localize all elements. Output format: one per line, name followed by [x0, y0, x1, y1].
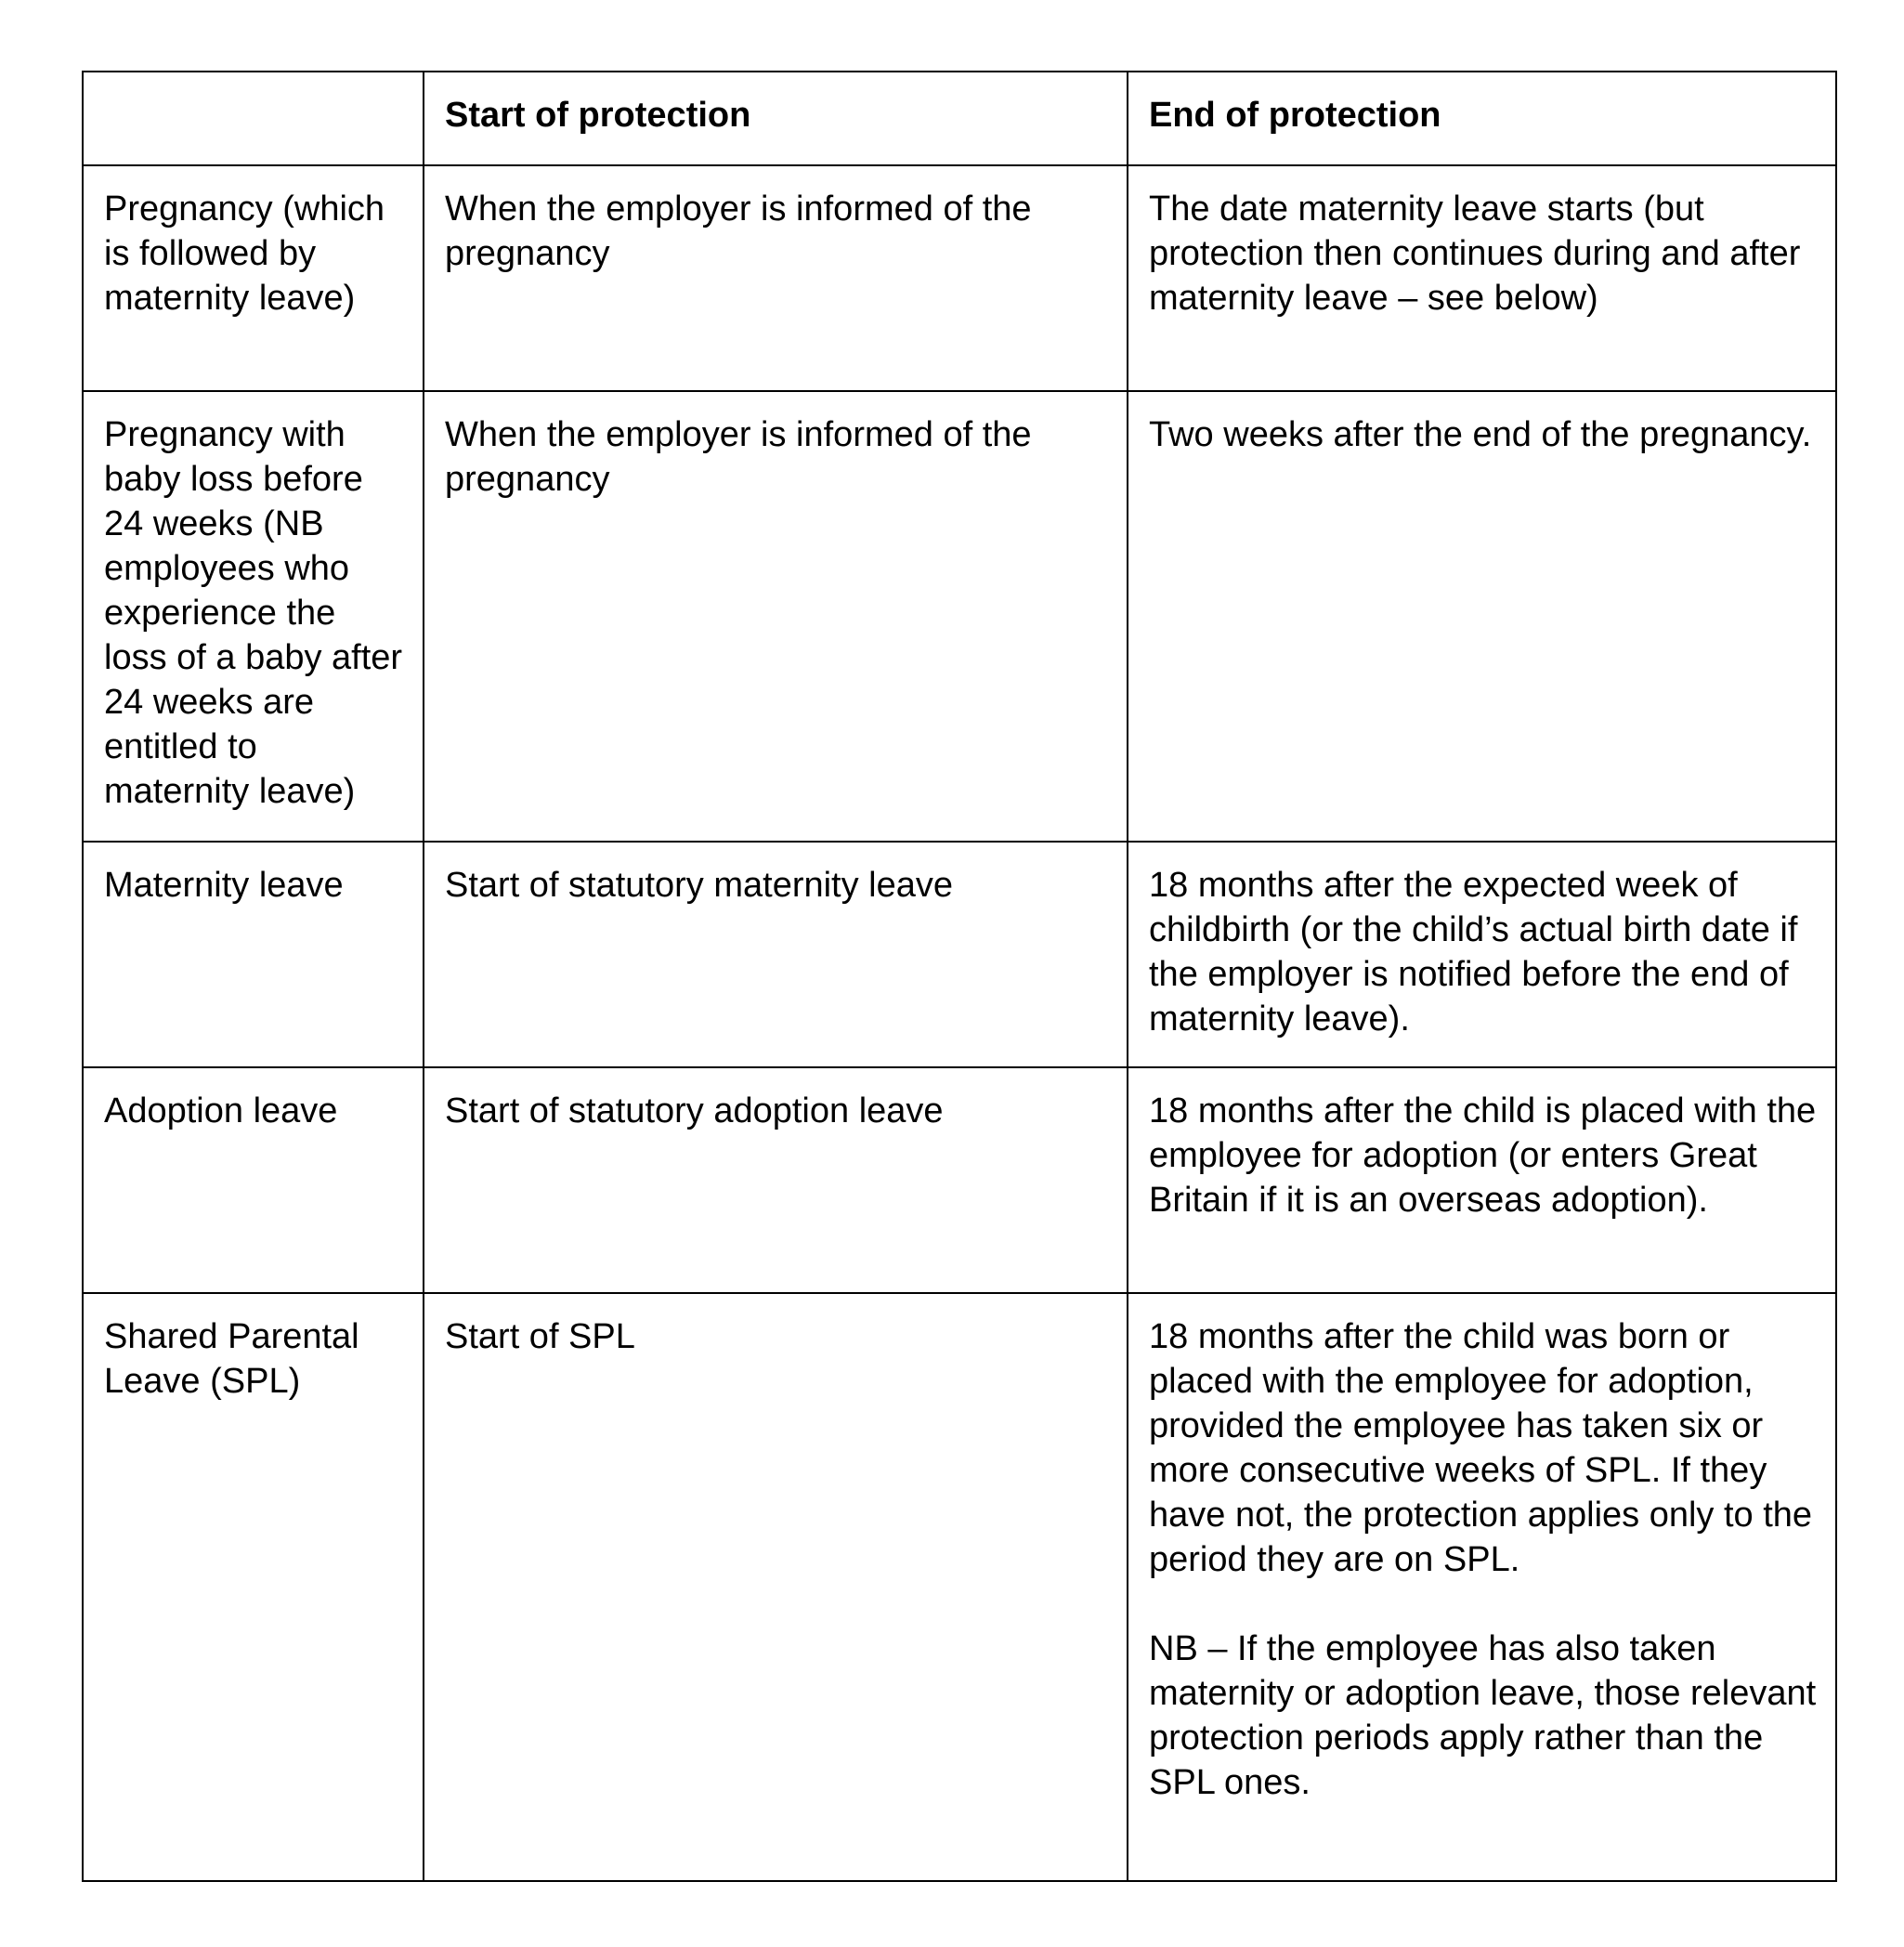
- end-paragraph-note: NB – If the employee has also taken maternity or adoption leave, those relevant protection periods apply rather than the SPL ones.: [1149, 1629, 1826, 1802]
- start-cell: Start of statutory adoption leave: [424, 1067, 1128, 1293]
- end-cell: [1128, 1293, 1836, 1881]
- table-header-row: [83, 72, 1836, 165]
- header-cell-situation: [83, 72, 424, 165]
- start-cell: When the employer is informed of the pregnancy: [424, 165, 1128, 391]
- situation-cell: Adoption leave: [83, 1067, 424, 1293]
- situation-cell: Maternity leave: [83, 842, 424, 1067]
- paragraph-spacer: [1149, 1582, 1817, 1627]
- start-cell: Start of statutory maternity leave: [424, 842, 1128, 1067]
- end-cell: [1128, 165, 1836, 391]
- table-row: [83, 391, 1836, 842]
- end-cell: [1128, 391, 1836, 842]
- end-paragraph: 18 months after the expected week of childbirth (or the child’s actual birth date if the employer is notified before the end of maternity leave).: [1149, 866, 1807, 1039]
- end-cell: [1128, 1067, 1836, 1293]
- situation-cell: Pregnancy with baby loss before 24 weeks (NB employees who experience the loss of a baby after 24 weeks are entitled to maternity leave): [83, 391, 424, 842]
- table-row: [83, 1293, 1836, 1881]
- table-row: [83, 842, 1836, 1067]
- end-cell: [1128, 842, 1836, 1067]
- end-paragraph: 18 months after the child was born or placed with the employee for adoption, provided the employee has taken six or more consecutive weeks of SPL. If they have not, the protection applies only to the period they are on SPL.: [1149, 1317, 1822, 1579]
- start-cell: Start of SPL: [424, 1293, 1128, 1881]
- table-row: [83, 165, 1836, 391]
- header-cell-end-of-protection: End of protection: [1128, 72, 1836, 165]
- table-row: [83, 1067, 1836, 1293]
- situation-cell: Shared Parental Leave (SPL): [83, 1293, 424, 1881]
- end-paragraph: Two weeks after the end of the pregnancy.: [1149, 415, 1812, 454]
- protection-periods-table: [82, 71, 1837, 1882]
- start-cell: When the employer is informed of the pregnancy: [424, 391, 1128, 842]
- situation-cell: Pregnancy (which is followed by maternity leave): [83, 165, 424, 391]
- header-cell-start-of-protection: Start of protection: [424, 72, 1128, 165]
- end-paragraph: 18 months after the child is placed with the employee for adoption (or enters Great Britain if it is an overseas adoption).: [1149, 1091, 1826, 1220]
- end-paragraph: The date maternity leave starts (but protection then continues during and after maternity leave – see below): [1149, 189, 1810, 318]
